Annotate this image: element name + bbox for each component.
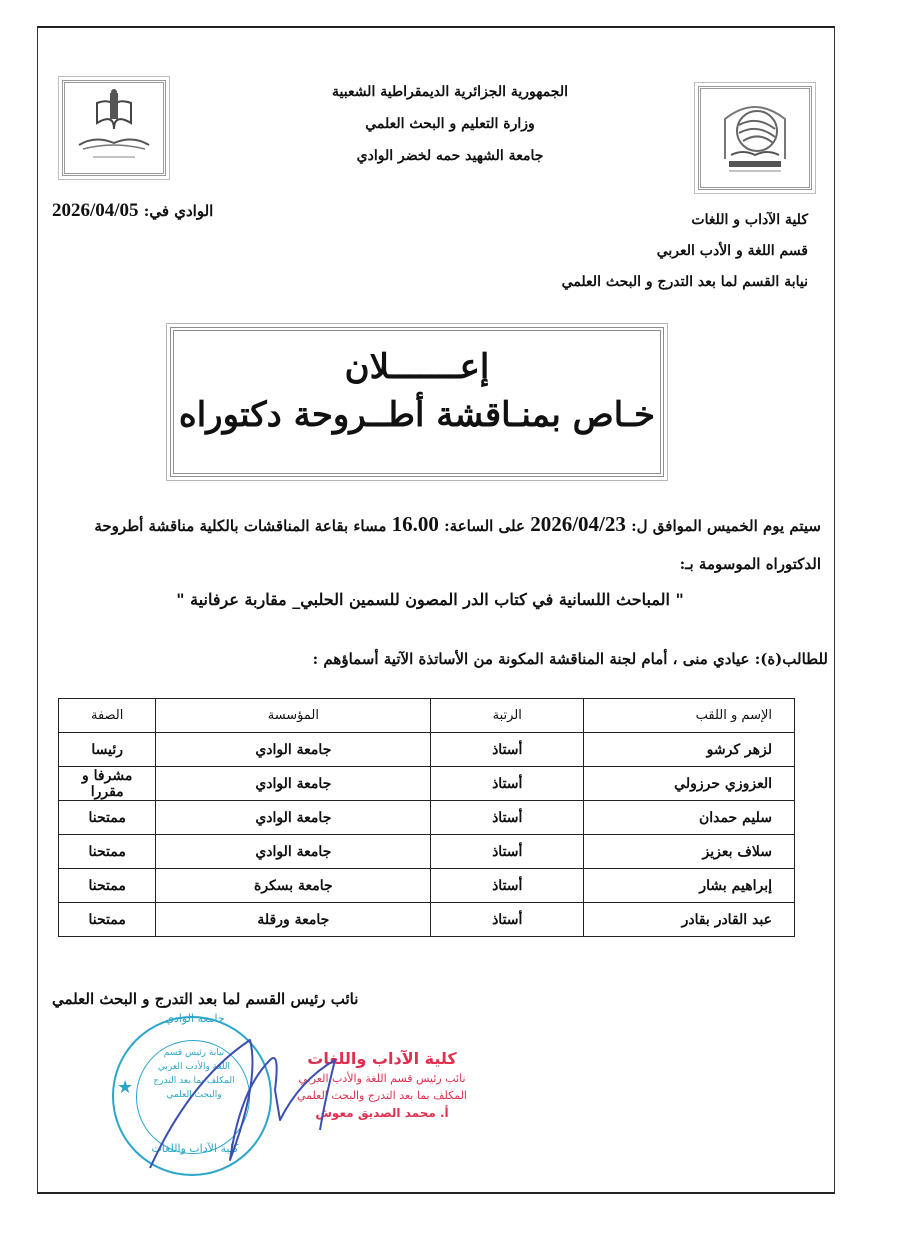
blue-stamp-line: اللغة والأدب العربي: [157, 1062, 231, 1072]
country-name: الجمهورية الجزائرية الديمقراطية الشعبية: [331, 84, 568, 100]
jury-institution: جامعة الوادي: [156, 801, 431, 835]
jury-institution: جامعة الوادي: [156, 767, 431, 801]
jury-institution: جامعة بسكرة: [156, 869, 431, 903]
jury-role: ممتحنا: [59, 869, 156, 903]
star-icon: ★: [117, 1077, 134, 1098]
table-row: [59, 869, 795, 903]
faculty-name: كلية الآداب و اللغات: [691, 212, 808, 228]
jury-rank: أستاذ: [431, 767, 584, 801]
header-rank: الرتبة: [431, 699, 584, 733]
jury-table: [58, 698, 795, 937]
jury-rank: أستاذ: [431, 835, 584, 869]
announcement-title: إعـــــــلان: [344, 347, 490, 387]
jury-name: عبد القادر بقادر: [584, 903, 795, 937]
jury-role: ممتحنا: [59, 903, 156, 937]
table-row: [59, 835, 795, 869]
issue-date: [52, 200, 213, 222]
handwritten-signature: [130, 1020, 350, 1170]
university-logo: [698, 86, 812, 190]
blue-stamp-line: والبحث العلمي: [166, 1090, 222, 1100]
red-stamp-signer-name: أ. محمد الصديق معوش: [315, 1106, 449, 1120]
defense-time: 16.00: [391, 512, 439, 536]
header-role: الصفة: [59, 699, 156, 733]
jury-rank: أستاذ: [431, 869, 584, 903]
table-row: [59, 801, 795, 835]
jury-role: ممتحنا: [59, 801, 156, 835]
blue-stamp-line: نيابة رئيس قسم: [163, 1048, 225, 1058]
jury-institution: جامعة ورقلة: [156, 903, 431, 937]
jury-name: العزوزي حرزولي: [584, 767, 795, 801]
table-row: [59, 733, 795, 767]
jury-rank: أستاذ: [431, 801, 584, 835]
announcement-prefix: سيتم يوم الخميس الموافق ل:: [631, 517, 821, 535]
university-name: جامعة الشهيد حمه لخضر الوادي: [356, 148, 544, 164]
faculty-logo-icon: [65, 83, 163, 173]
ministry-name: وزارة التعليم و البحث العلمي: [365, 116, 535, 132]
announcement-title-box: [170, 327, 664, 477]
table-header-row: [59, 699, 795, 733]
header-institution: المؤسسة: [156, 699, 431, 733]
red-stamp-line: المكلف بما بعد التدرج والبحث العلمي: [296, 1089, 467, 1102]
jury-institution: جامعة الوادي: [156, 733, 431, 767]
thesis-title: " المباحث اللسانية في كتاب الدر المصون للسمين الحلبي_ مقاربة عرفانية ": [176, 590, 684, 609]
red-stamp-line: نائب رئيس قسم اللغة والأدب العربي: [298, 1072, 466, 1085]
header-name: الإسم و اللقب: [584, 699, 795, 733]
table-row: [59, 767, 795, 801]
date-value: 2026/04/05: [52, 200, 139, 221]
jury-name: لزهر كرشو: [584, 733, 795, 767]
jury-institution: جامعة الوادي: [156, 835, 431, 869]
defense-date: 2026/04/23: [530, 512, 626, 536]
jury-rank: أستاذ: [431, 903, 584, 937]
blue-stamp-ring-top: جامعة الوادي: [165, 1012, 225, 1025]
office-name: نيابة القسم لما بعد التدرج و البحث العلمي: [561, 274, 808, 290]
red-stamp-line: كلية الآداب واللغات: [307, 1049, 457, 1068]
date-label: الوادي في:: [143, 202, 214, 220]
announcement-subtitle: خـاص بمنـاقشة أطــروحة دكتوراه: [178, 395, 656, 435]
jury-rank: أستاذ: [431, 733, 584, 767]
university-logo-icon: [701, 89, 809, 187]
jury-role: رئيسا: [59, 733, 156, 767]
jury-role: مشرفا و مقررا: [59, 767, 156, 801]
table-row: [59, 903, 795, 937]
announcement-suffix: مساء بقاعة المناقشات بالكلية مناقشة أطروحة الدكتوراه الموسومة بـ:: [94, 517, 821, 573]
announcement-paragraph: [46, 505, 821, 583]
jury-name: سليم حمدان: [584, 801, 795, 835]
header-institution: [300, 76, 600, 172]
student-line: للطالب(ة): عيادي منى ، أمام لجنة المناقشة المكونة من الأساتذة الآتية أسماؤهم :: [312, 650, 828, 668]
header-department: [508, 205, 808, 298]
time-label: على الساعة:: [444, 517, 525, 535]
department-name: قسم اللغة و الأدب العربي: [656, 243, 808, 259]
signer-title: نائب رئيس القسم لما بعد التدرج و البحث العلمي: [52, 990, 359, 1008]
jury-name: سلاف بعزيز: [584, 835, 795, 869]
jury-name: إبراهيم بشار: [584, 869, 795, 903]
jury-role: ممتحنا: [59, 835, 156, 869]
blue-stamp-ring-bottom: كلية الآداب واللغات: [151, 1142, 239, 1155]
blue-stamp-line: المكلف بما بعد التدرج: [153, 1076, 235, 1086]
faculty-logo: [62, 80, 166, 176]
